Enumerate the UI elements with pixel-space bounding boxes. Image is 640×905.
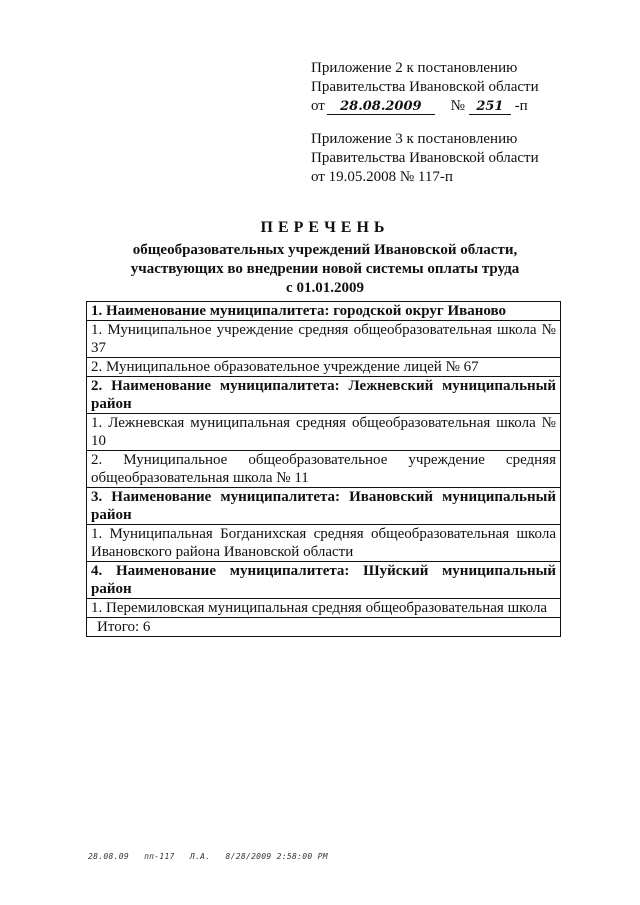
annex-previous-block (311, 130, 539, 187)
table-row (87, 525, 561, 562)
table-row (87, 302, 561, 321)
municipality-header: 4. Наименование муниципалитета: Шуйский муниципальный район (87, 562, 561, 599)
annex-current-line2: Правительства Ивановской области (311, 79, 539, 95)
table-row (87, 451, 561, 488)
annex-current-suffix: -п (514, 98, 528, 114)
footer-date: 28.08.09 (88, 852, 129, 861)
heading-line1: общеобразовательных учреждений Ивановской области, (132, 242, 518, 258)
municipality-header: 2. Наименование муниципалитета: Лежневский муниципальный район (87, 377, 561, 414)
table-row (87, 562, 561, 599)
annex-prev-line1: Приложение 3 к постановлению (311, 131, 518, 147)
footer-initials: Л.А. (189, 852, 211, 861)
institution-cell: 2. Муниципальное общеобразовательное учреждение средняя общеобразовательная школа № 11 (87, 451, 561, 488)
document-heading (90, 218, 560, 298)
heading-line2: участвующих во внедрении новой системы оплаты труда (130, 261, 520, 277)
total-cell: Итого: 6 (87, 618, 561, 637)
annex-current-line3 (311, 97, 539, 116)
institution-cell: 1. Муниципальная Богданихская средняя общеобразовательная школа Ивановского района Ивановской области (87, 525, 561, 562)
municipality-header: 1. Наименование муниципалитета: городской округ Иваново (87, 302, 561, 321)
handwritten-number: 251 (469, 99, 511, 115)
heading-title: ПЕРЕЧЕНЬ (260, 219, 390, 236)
institution-cell: 1. Лежневская муниципальная средняя общеобразовательная школа № 10 (87, 414, 561, 451)
footer-timestamp: 8/28/2009 2:58:00 PM (225, 852, 328, 861)
footer-code: пп-117 (144, 852, 175, 861)
annex-current-block (311, 59, 539, 116)
institution-cell: 2. Муниципальное образовательное учреждение лицей № 67 (87, 358, 561, 377)
table-row (87, 618, 561, 637)
annex-current-num-sign: № (450, 98, 465, 114)
annex-prev-line2: Правительства Ивановской области (311, 150, 539, 166)
table-row (87, 358, 561, 377)
institution-cell: 1. Муниципальное учреждение средняя общеобразовательная школа № 37 (87, 321, 561, 358)
institutions-table (86, 301, 561, 637)
annex-current-line1: Приложение 2 к постановлению (311, 60, 518, 76)
annex-current-prefix: от (311, 98, 325, 114)
municipality-header: 3. Наименование муниципалитета: Ивановский муниципальный район (87, 488, 561, 525)
table-row (87, 599, 561, 618)
table-row (87, 488, 561, 525)
table-row (87, 377, 561, 414)
table-row (87, 321, 561, 358)
print-footer (88, 852, 338, 861)
heading-line3: с 01.01.2009 (286, 280, 364, 296)
table-row (87, 414, 561, 451)
institution-cell: 1. Перемиловская муниципальная средняя общеобразовательная школа (87, 599, 561, 618)
handwritten-date: 28.08.2009 (327, 99, 435, 115)
annex-prev-line3: от 19.05.2008 № 117-п (311, 169, 453, 185)
